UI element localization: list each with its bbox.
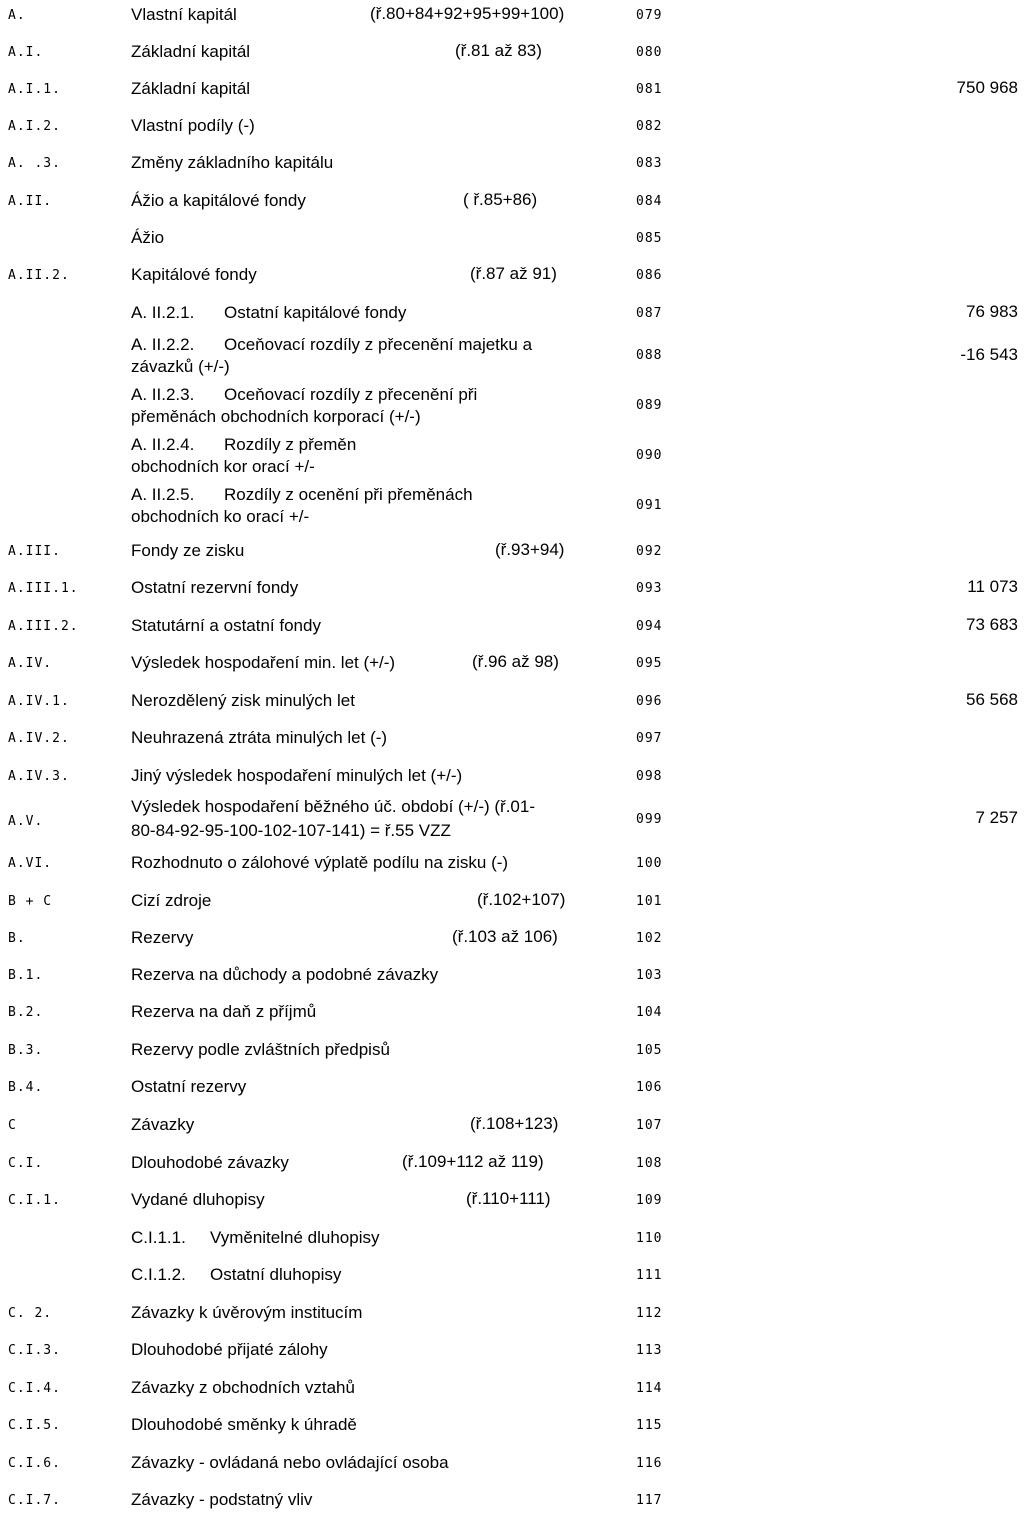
row-label: Oceňovací rozdíly z přecenění při bbox=[224, 385, 478, 404]
row-label-continued: přeměnách obchodních korporací (+/-) bbox=[131, 407, 421, 426]
row-code: A.VI. bbox=[8, 856, 53, 871]
row-line-number: 096 bbox=[636, 694, 663, 709]
row-label: Dlouhodobé přijaté zálohy bbox=[131, 1340, 328, 1359]
row-code: A.III. bbox=[8, 544, 61, 559]
row-label: Rozdíly z ocenění při přeměnách bbox=[224, 485, 473, 504]
row-formula: (ř.102+107) bbox=[477, 890, 566, 909]
row-code: A.III.1. bbox=[8, 581, 79, 596]
row-formula: (ř.87 až 91) bbox=[470, 264, 557, 283]
row-line-number: 087 bbox=[636, 306, 663, 321]
row-code: C.I.5. bbox=[8, 1418, 61, 1433]
row-code: A. bbox=[8, 8, 26, 23]
row-line-number: 093 bbox=[636, 581, 663, 596]
row-line-number: 104 bbox=[636, 1005, 663, 1020]
row-code: C.I.6. bbox=[8, 1456, 61, 1471]
row-subcode: A. II.2.5. bbox=[131, 485, 195, 504]
row-line-number: 102 bbox=[636, 931, 663, 946]
row-line-number: 117 bbox=[636, 1493, 663, 1508]
row-line-number: 097 bbox=[636, 731, 663, 746]
row-value: 73 683 bbox=[966, 615, 1018, 634]
row-label: Ážio a kapitálové fondy bbox=[131, 191, 306, 210]
row-line-number: 113 bbox=[636, 1343, 663, 1358]
row-formula: (ř.110+111) bbox=[466, 1189, 551, 1208]
row-line-number: 090 bbox=[636, 448, 663, 463]
row-label: Změny základního kapitálu bbox=[131, 153, 334, 172]
row-formula: (ř.80+84+92+95+99+100) bbox=[370, 4, 565, 23]
row-value: 7 257 bbox=[975, 808, 1018, 827]
row-value: -16 543 bbox=[960, 345, 1018, 364]
row-line-number: 101 bbox=[636, 894, 663, 909]
row-label-continued: obchodních kor orací +/- bbox=[131, 457, 315, 476]
row-label: Kapitálové fondy bbox=[131, 265, 257, 284]
row-code: A. .3. bbox=[8, 156, 61, 171]
row-formula: (ř.96 až 98) bbox=[472, 652, 559, 671]
row-line-number: 082 bbox=[636, 119, 663, 134]
row-label: Nerozdělený zisk minulých let bbox=[131, 691, 355, 710]
row-label: Jiný výsledek hospodaření minulých let (+/-) bbox=[131, 766, 463, 785]
row-line-number: 108 bbox=[636, 1156, 663, 1171]
row-code: A.I.2. bbox=[8, 119, 61, 134]
row-label: Cizí zdroje bbox=[131, 891, 212, 910]
row-label: Vlastní podíly (-) bbox=[131, 116, 255, 135]
row-label: Závazky k úvěrovým institucím bbox=[131, 1303, 363, 1322]
row-line-number: 091 bbox=[636, 498, 663, 513]
row-line-number: 086 bbox=[636, 268, 663, 283]
row-label: Rozdíly z přeměn bbox=[224, 435, 357, 454]
row-code: A.II.2. bbox=[8, 268, 70, 283]
row-label: Výsledek hospodaření min. let (+/-) bbox=[131, 653, 396, 672]
row-label: Neuhrazená ztráta minulých let (-) bbox=[131, 728, 388, 747]
row-code: B.3. bbox=[8, 1043, 44, 1058]
row-line-number: 088 bbox=[636, 348, 663, 363]
row-label-continued: závazků (+/-) bbox=[131, 357, 230, 376]
row-label: Závazky bbox=[131, 1115, 195, 1134]
row-code: A.IV.2. bbox=[8, 731, 70, 746]
row-line-number: 095 bbox=[636, 656, 663, 671]
row-value: 750 968 bbox=[956, 78, 1018, 97]
row-code: C.I.3. bbox=[8, 1343, 61, 1358]
row-label: Závazky - ovládaná nebo ovládající osoba bbox=[131, 1453, 449, 1472]
row-line-number: 115 bbox=[636, 1418, 663, 1433]
row-code: A.I. bbox=[8, 45, 44, 60]
row-label: Statutární a ostatní fondy bbox=[131, 616, 321, 635]
row-line-number: 100 bbox=[636, 856, 663, 871]
row-code: B.2. bbox=[8, 1005, 44, 1020]
row-code: A.II. bbox=[8, 194, 53, 209]
row-line-number: 085 bbox=[636, 231, 663, 246]
row-line-number: 083 bbox=[636, 156, 663, 171]
row-formula: (ř.81 až 83) bbox=[455, 41, 542, 60]
row-code: A.IV. bbox=[8, 656, 53, 671]
row-code: C.I. bbox=[8, 1156, 44, 1171]
row-code: C bbox=[8, 1118, 17, 1133]
row-subcode: A. II.2.2. bbox=[131, 335, 195, 354]
row-formula: ( ř.85+86) bbox=[463, 190, 538, 209]
row-line-number: 106 bbox=[636, 1080, 663, 1095]
row-subcode: C.I.1.2. bbox=[131, 1265, 186, 1284]
row-line-number: 089 bbox=[636, 398, 663, 413]
row-line-number: 098 bbox=[636, 769, 663, 784]
row-label: Závazky z obchodních vztahů bbox=[131, 1378, 355, 1397]
row-label: Vydané dluhopisy bbox=[131, 1190, 265, 1209]
row-value: 56 568 bbox=[966, 690, 1018, 709]
row-label: Rezerva na důchody a podobné závazky bbox=[131, 965, 439, 984]
row-label: Vyměnitelné dluhopisy bbox=[210, 1228, 380, 1247]
row-line-number: 111 bbox=[636, 1268, 663, 1283]
row-code: A.V. bbox=[8, 814, 44, 829]
row-label: Rezervy podle zvláštních předpisů bbox=[131, 1040, 390, 1059]
row-label: Dlouhodobé směnky k úhradě bbox=[131, 1415, 357, 1434]
row-label: Ostatní dluhopisy bbox=[210, 1265, 342, 1284]
row-subcode: A. II.2.3. bbox=[131, 385, 195, 404]
row-label: Rezervy bbox=[131, 928, 194, 947]
row-line-number: 114 bbox=[636, 1381, 663, 1396]
row-label: Ážio bbox=[131, 228, 165, 247]
row-line-number: 107 bbox=[636, 1118, 663, 1133]
row-value: 11 073 bbox=[967, 577, 1018, 596]
row-label: Fondy ze zisku bbox=[131, 541, 245, 560]
row-line-number: 094 bbox=[636, 619, 663, 634]
row-label: Ostatní rezervy bbox=[131, 1077, 247, 1096]
row-code: A.IV.1. bbox=[8, 694, 70, 709]
row-formula: (ř.93+94) bbox=[495, 540, 565, 559]
row-line-number: 116 bbox=[636, 1456, 663, 1471]
row-value: 76 983 bbox=[966, 302, 1018, 321]
row-line-number: 079 bbox=[636, 8, 663, 23]
row-label: Výsledek hospodaření běžného úč. období (+/-) (ř.01- bbox=[131, 797, 535, 816]
row-subcode: A. II.2.4. bbox=[131, 435, 195, 454]
row-label-continued: 80-84-92-95-100-102-107-141) = ř.55 VZZ bbox=[131, 821, 451, 840]
row-line-number: 112 bbox=[636, 1306, 663, 1321]
row-label: Základní kapitál bbox=[131, 42, 251, 61]
row-label: Oceňovací rozdíly z přecenění majetku a bbox=[224, 335, 533, 354]
row-code: C. 2. bbox=[8, 1306, 53, 1321]
row-line-number: 103 bbox=[636, 968, 663, 983]
row-label: Dlouhodobé závazky bbox=[131, 1153, 289, 1172]
row-code: A.III.2. bbox=[8, 619, 79, 634]
row-formula: (ř.109+112 až 119) bbox=[402, 1152, 544, 1171]
row-subcode: A. II.2.1. bbox=[131, 303, 195, 322]
row-line-number: 081 bbox=[636, 82, 663, 97]
row-code: B + C bbox=[8, 894, 53, 909]
row-code: A.I.1. bbox=[8, 82, 61, 97]
row-subcode: C.I.1.1. bbox=[131, 1228, 186, 1247]
row-code: C.I.4. bbox=[8, 1381, 61, 1396]
row-code: C.I.1. bbox=[8, 1193, 61, 1208]
row-line-number: 084 bbox=[636, 194, 663, 209]
row-line-number: 109 bbox=[636, 1193, 663, 1208]
row-label: Závazky - podstatný vliv bbox=[131, 1490, 313, 1509]
row-line-number: 110 bbox=[636, 1231, 663, 1246]
row-code: B.1. bbox=[8, 968, 44, 983]
row-label: Základní kapitál bbox=[131, 79, 251, 98]
row-code: C.I.7. bbox=[8, 1493, 61, 1508]
row-label: Vlastní kapitál bbox=[131, 5, 237, 24]
row-line-number: 099 bbox=[636, 812, 663, 827]
row-label-continued: obchodních ko orací +/- bbox=[131, 507, 310, 526]
row-label: Ostatní kapitálové fondy bbox=[224, 303, 407, 322]
row-formula: (ř.103 až 106) bbox=[452, 927, 558, 946]
row-code: A.IV.3. bbox=[8, 769, 70, 784]
row-label: Ostatní rezervní fondy bbox=[131, 578, 299, 597]
row-label: Rozhodnuto o zálohové výplatě podílu na zisku (-) bbox=[131, 853, 509, 872]
row-code: B.4. bbox=[8, 1080, 44, 1095]
row-line-number: 105 bbox=[636, 1043, 663, 1058]
row-label: Rezerva na daň z příjmů bbox=[131, 1002, 317, 1021]
row-code: B. bbox=[8, 931, 26, 946]
row-line-number: 080 bbox=[636, 45, 663, 60]
row-formula: (ř.108+123) bbox=[470, 1114, 559, 1133]
row-line-number: 092 bbox=[636, 544, 663, 559]
